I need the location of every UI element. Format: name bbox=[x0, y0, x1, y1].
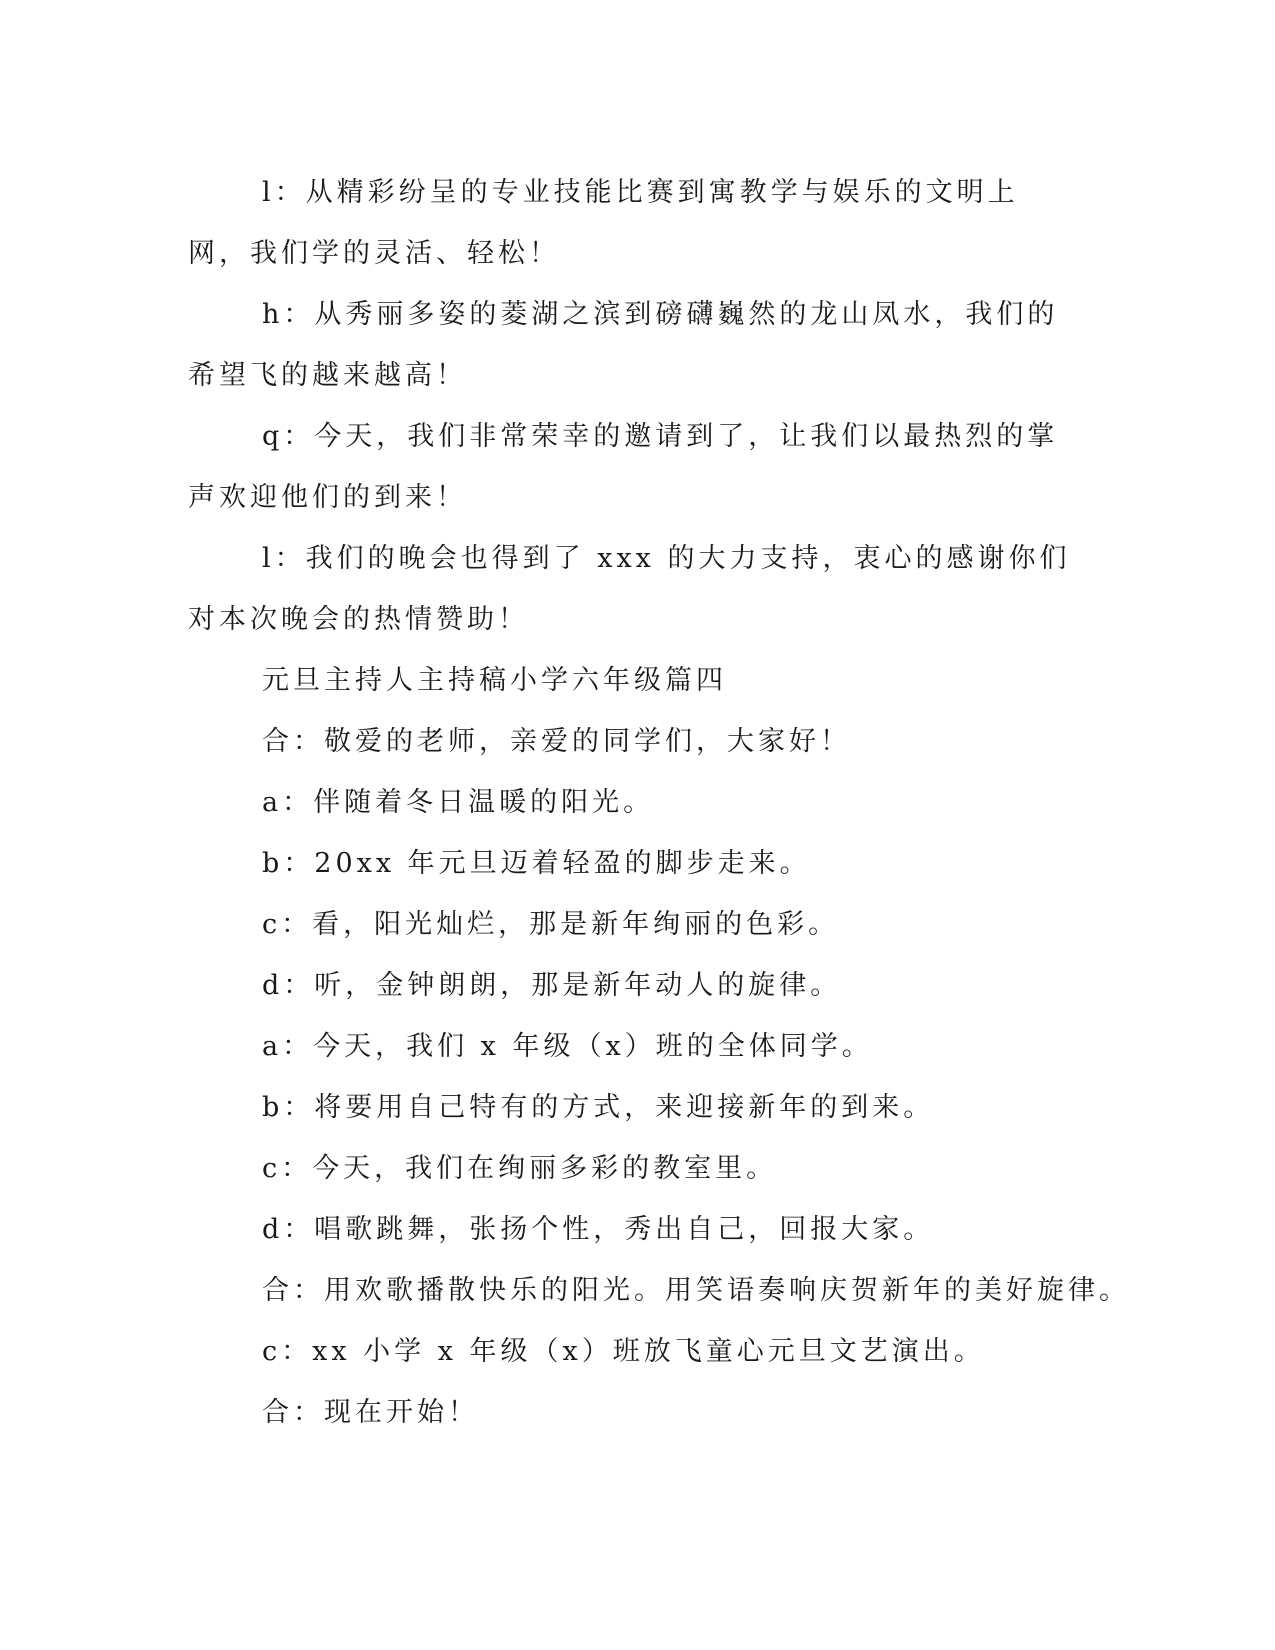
script-line: b：将要用自己特有的方式，来迎接新年的到来。 bbox=[262, 1092, 935, 1123]
script-line: d：听，金钟朗朗，那是新年动人的旋律。 bbox=[262, 970, 842, 1001]
script-line: c：今天，我们在绚丽多彩的教室里。 bbox=[262, 1153, 778, 1184]
script-line: c：xx 小学 x 年级（x）班放飞童心元旦文艺演出。 bbox=[262, 1336, 985, 1367]
paragraph: h：从秀丽多姿的菱湖之滨到磅礴巍然的龙山凤水，我们的希望飞的越来越高！ bbox=[188, 299, 1059, 391]
script-line: b：20xx 年元旦迈着轻盈的脚步走来。 bbox=[262, 848, 811, 879]
paragraph: q：今天，我们非常荣幸的邀请到了，让我们以最热烈的掌声欢迎他们的到来！ bbox=[188, 421, 1059, 513]
script-line: 合：现在开始！ bbox=[262, 1397, 479, 1428]
section-title: 元旦主持人主持稿小学六年级篇四 bbox=[262, 665, 727, 696]
script-line: 合：用欢歌播散快乐的阳光。用笑语奏响庆贺新年的美好旋律。 bbox=[262, 1275, 1130, 1306]
script-line: d：唱歌跳舞，张扬个性，秀出自己，回报大家。 bbox=[262, 1214, 935, 1245]
document-body bbox=[188, 162, 1130, 1443]
paragraph: l：我们的晚会也得到了 xxx 的大力支持，衷心的感谢你们对本次晚会的热情赞助！ bbox=[188, 543, 1071, 635]
script-line: 合：敬爱的老师，亲爱的同学们，大家好！ bbox=[262, 726, 851, 757]
paragraph: l：从精彩纷呈的专业技能比赛到寓教学与娱乐的文明上网，我们学的灵活、轻松！ bbox=[188, 177, 1019, 269]
script-line: a：今天，我们 x 年级（x）班的全体同学。 bbox=[262, 1031, 873, 1062]
script-line: c：看，阳光灿烂，那是新年绚丽的色彩。 bbox=[262, 909, 840, 940]
script-line: a：伴随着冬日温暖的阳光。 bbox=[262, 787, 655, 818]
